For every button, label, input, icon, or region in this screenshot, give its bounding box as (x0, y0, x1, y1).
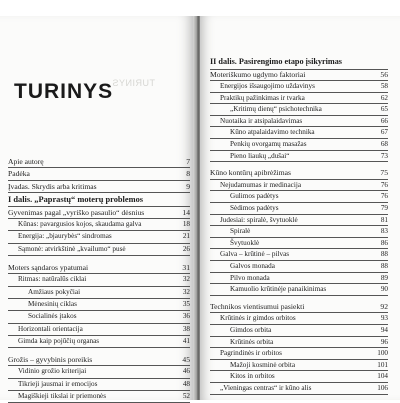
toc-page-number: 101 (377, 360, 388, 369)
toc-entry (210, 127, 388, 139)
toc-page-number: 18 (182, 220, 190, 229)
toc-entry-title: Padėka (8, 169, 30, 179)
toc-entry-title: Pilvo monada (230, 273, 270, 282)
toc-page-number: 86 (380, 238, 388, 247)
toc-page-number: 76 (380, 180, 388, 189)
toc-list-right (210, 56, 388, 395)
toc-entry (210, 348, 388, 360)
toc-page-number: 93 (380, 314, 388, 323)
toc-page-number: 73 (380, 151, 388, 160)
toc-entry-title: Pieno liaukų „dušai“ (230, 151, 290, 160)
open-book (0, 16, 400, 400)
toc-entry-title: Kūno atpalaidavimo technika (230, 128, 315, 137)
toc-page-number: 8 (186, 169, 190, 179)
toc-entry-title: Spiralė (230, 227, 251, 236)
toc-page-number: 94 (380, 325, 388, 334)
toc-entry-title: Moteriškumo ugdymo faktoriai (210, 69, 306, 79)
toc-page-number: 100 (377, 349, 388, 358)
toc-entry (210, 70, 388, 82)
toc-entry-title: Įvadas. Skrydis arba kritimas (8, 181, 97, 191)
toc-page-number: 75 (380, 168, 388, 178)
toc-entry (210, 273, 388, 285)
toc-entry-title: Švytuoklė (230, 238, 260, 247)
toc-entry (210, 151, 388, 163)
toc-entry (8, 207, 190, 219)
toc-entry (8, 311, 190, 323)
toc-page-number: 9 (186, 181, 190, 191)
toc-page-number: 52 (182, 392, 190, 401)
toc-page-number: 32 (182, 287, 190, 296)
toc-entry (210, 116, 388, 128)
toc-entry-title: Nuotaika ir atsipalaidavimas (220, 116, 303, 125)
toc-entry-title: Energijos išsaugojimo uždavinys (220, 82, 315, 91)
toc-page-number: 88 (380, 250, 388, 259)
toc-entry (210, 93, 388, 105)
toc-part-heading (210, 56, 388, 70)
toc-page-number: 14 (182, 207, 190, 217)
toc-entry (8, 156, 190, 168)
right-page (200, 16, 400, 400)
toc-entry-title: „Vieningas centras“ ir kūno alis (220, 383, 312, 392)
toc-page-number: 65 (380, 105, 388, 114)
toc-page-number: 92 (380, 301, 388, 311)
toc-entry-title: Amžiaus pokyčiai (28, 287, 81, 296)
toc-entry (8, 391, 190, 403)
toc-page-number: 38 (182, 324, 190, 333)
toc-entry (8, 244, 190, 256)
toc-entry-title: Judesiai: spiralė, švytuoklė (220, 215, 298, 224)
toc-entry-title: Technikos vientisumui pasiekti (210, 301, 305, 311)
toc-page-number: 106 (377, 383, 388, 392)
toc-entry (210, 313, 388, 325)
toc-entry (8, 366, 190, 378)
toc-entry-title: Gyvenimas pagal „vyriško pasaulio“ dėsnius (8, 207, 145, 217)
toc-page-number: 46 (182, 367, 190, 376)
toc-entry-title: Penkių ovorgamų masažas (230, 140, 307, 149)
toc-entry-title: Gulimos padėtys (230, 192, 279, 201)
toc-entry-title: I dalis. „Paprastų“ moterų problemos (8, 194, 144, 204)
toc-page-number: 56 (380, 69, 388, 79)
toc-entry-title: Mėnesinių ciklas (28, 299, 77, 308)
toc-entry-title: Ritmas: natūralūs ciklai (18, 275, 87, 284)
toc-page-number: 90 (380, 285, 388, 294)
toc-entry (8, 262, 190, 274)
toc-entry-title: Galva – krūtinė – pilvas (220, 250, 290, 259)
toc-entry-title: Kamuolio krūtinėje panaikinimas (230, 285, 327, 294)
toc-entry (210, 360, 388, 372)
toc-entry (8, 181, 190, 193)
toc-entry (210, 104, 388, 116)
toc-entry (8, 274, 190, 286)
toc-entry-title: Gimda kaip pojūčių organas (18, 336, 100, 345)
toc-entry-title: Sėdimos padėtys (230, 204, 279, 213)
toc-page-number: 67 (380, 128, 388, 137)
toc-page-number: 58 (380, 82, 388, 91)
toc-entry (8, 379, 190, 391)
toc-page-number: 104 (377, 372, 388, 381)
toc-entry-title: Gimdos orbita (230, 325, 272, 334)
toc-entry (8, 287, 190, 299)
toc-entry-title: Galvos monada (230, 262, 275, 270)
toc-page-number: 62 (380, 93, 388, 102)
toc-page-number: 41 (182, 336, 190, 345)
toc-entry (210, 191, 388, 203)
toc-entry (8, 231, 190, 243)
toc-entry (210, 261, 388, 273)
left-page (0, 16, 196, 400)
toc-entry-title: Moters sąndaros ypatumai (8, 263, 89, 273)
toc-entry-title: Kitos in orbitos (230, 372, 275, 381)
toc-entry-title: II dalis. Pasirengimo etapo įsikyrimas (210, 57, 342, 66)
toc-page-number: 32 (182, 275, 190, 284)
toc-entry-title: Pagrindinės ir orbitos (220, 349, 282, 358)
toc-entry (210, 215, 388, 227)
toc-entry (210, 371, 388, 383)
toc-entry-title: Krūtinės ir gimdos orbitos (220, 314, 296, 323)
toc-entry (8, 168, 190, 180)
toc-entry-title: Energija: „bjaurybės“ sindromas (18, 232, 112, 241)
toc-entry (8, 299, 190, 311)
toc-entry-title: Vidinio grožio kriterijai (18, 367, 87, 376)
toc-entry-title: „Kritimų dienų“ psichotechnika (230, 105, 322, 114)
toc-entry-title: Grožis – gyvybinis poreikis (8, 355, 93, 365)
toc-entry (210, 180, 388, 192)
toc-page-number: 35 (182, 299, 190, 308)
toc-page-number: 66 (380, 116, 388, 125)
toc-entry (210, 226, 388, 238)
toc-entry (210, 139, 388, 151)
toc-entry-title: Horizontali orientacija (18, 324, 83, 333)
toc-page-number: 21 (182, 232, 190, 241)
toc-entry-title: Krūtinės orbita (230, 337, 274, 346)
toc-entry-title: Kūnas: pavargusios kojos, skaudama galva (18, 220, 142, 229)
toc-list-left (8, 156, 190, 403)
toc-entry (8, 354, 190, 366)
toc-page-number: 26 (182, 244, 190, 253)
toc-entry (8, 219, 190, 231)
toc-entry (210, 203, 388, 215)
toc-page-number: 48 (182, 379, 190, 388)
toc-entry (210, 383, 388, 395)
page-title: TURINYS (14, 80, 114, 103)
toc-page-number: 89 (380, 273, 388, 282)
toc-entry-title: Socialinės įtakos (28, 312, 77, 321)
toc-entry-title: Sąmonė: atvirkštinė „kvailumo“ pusė (18, 244, 126, 253)
toc-entry (210, 337, 388, 349)
toc-entry-title: Apie autorę (8, 157, 44, 166)
toc-entry (8, 336, 190, 348)
toc-entry-title: Praktikų pažinkimas ir tvarka (220, 93, 305, 102)
toc-page-number: 36 (182, 312, 190, 321)
bleed-through-text: TURINYS (112, 78, 156, 88)
toc-entry (210, 168, 388, 180)
toc-page-number: 81 (380, 215, 388, 224)
toc-page-number: 76 (380, 192, 388, 201)
toc-page-number: 7 (186, 157, 190, 166)
toc-entry (210, 238, 388, 250)
toc-entry (210, 302, 388, 314)
toc-entry (210, 81, 388, 93)
toc-page-number: 79 (380, 204, 388, 213)
toc-entry (8, 324, 190, 336)
toc-page-number: 31 (182, 263, 190, 273)
toc-entry (210, 249, 388, 261)
toc-page-number: 88 (380, 262, 388, 270)
toc-entry (210, 284, 388, 296)
toc-page-number: 96 (380, 337, 388, 346)
toc-entry-title: Mažoji kosminė orbita (230, 360, 296, 369)
toc-entry-title: Nejudamumas ir medinacija (220, 180, 302, 189)
toc-entry-title: Magiškieji tikslai ir priemonės (18, 392, 107, 401)
toc-part-heading (8, 193, 190, 207)
toc-entry-title: Tikrieji jausmai ir emocijos (18, 379, 98, 388)
toc-page-number: 68 (380, 140, 388, 149)
toc-page-number: 83 (380, 227, 388, 236)
toc-entry (210, 325, 388, 337)
toc-entry-title: Kūno kontūrų apibrėžimas (210, 168, 291, 178)
toc-page-number: 45 (182, 355, 190, 365)
